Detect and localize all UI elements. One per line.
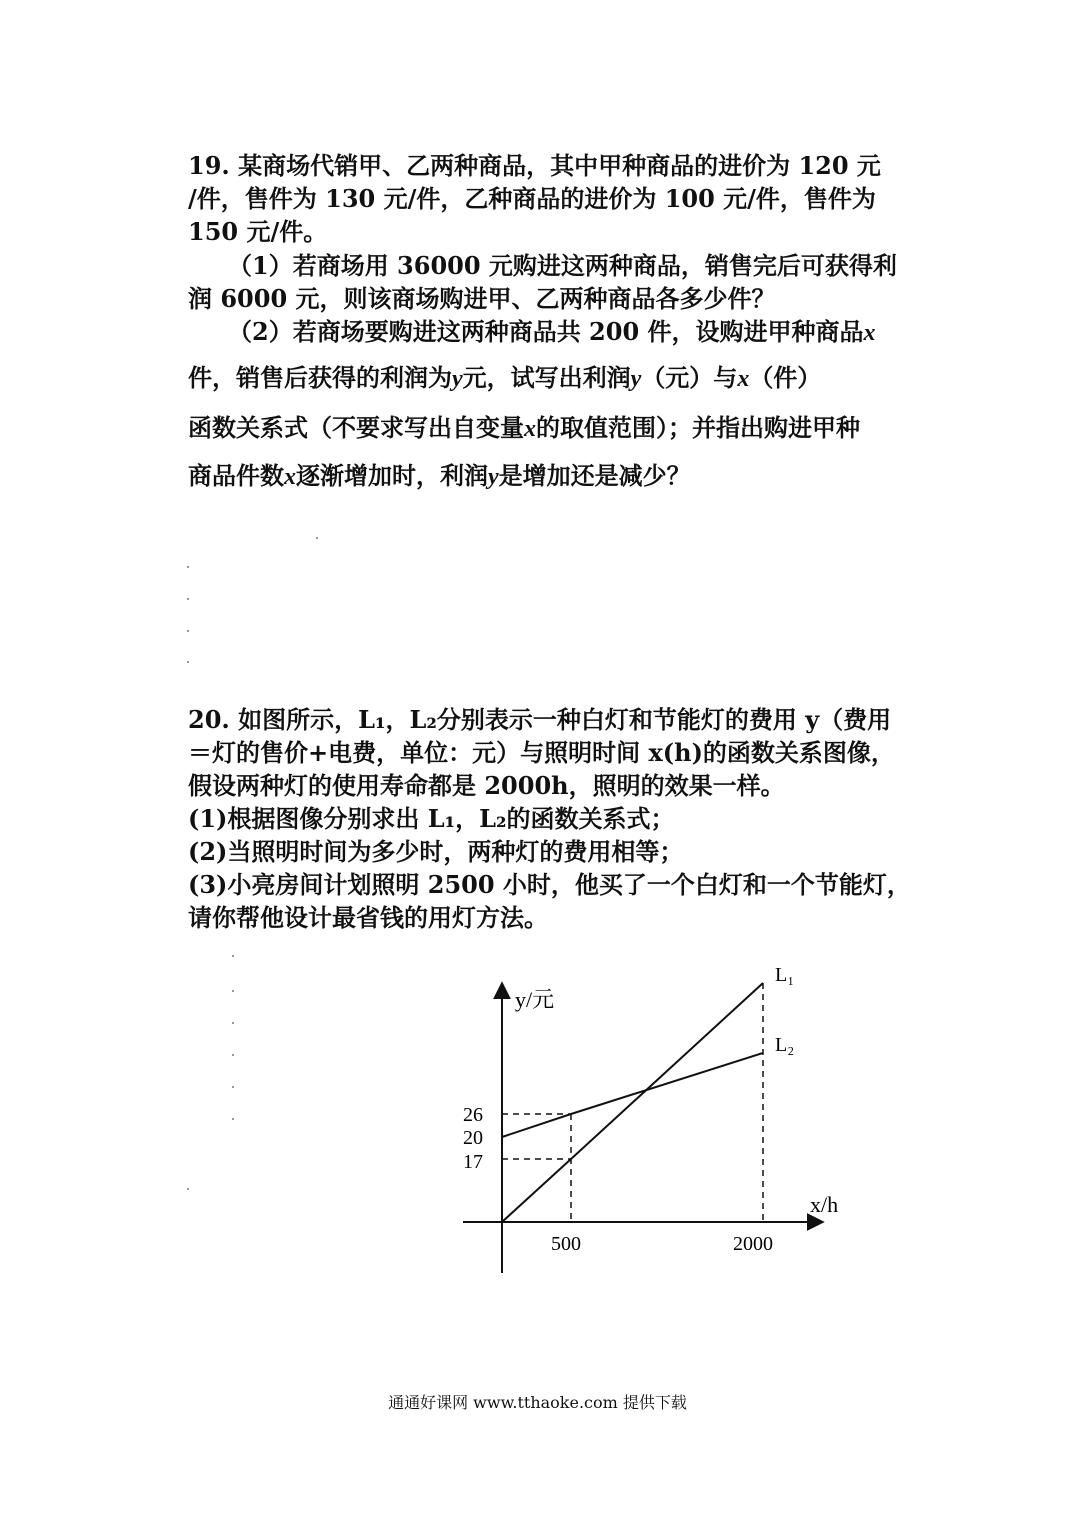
scan-speck [232,1022,234,1024]
scan-speck [232,1054,234,1056]
series-label-L1: L₁ [775,964,795,986]
x-tick-label-2000: 2000 [733,1233,773,1255]
scan-speck [232,1118,234,1120]
series-label-L2: L₂ [775,1034,795,1056]
y-tick-label-17: 17 [463,1151,483,1173]
y-tick-label-26: 26 [463,1104,483,1126]
var-x: x [737,366,750,392]
y-axis-label: y/元 [515,987,555,1012]
y-tick-label-20: 20 [463,1127,483,1149]
q19-part2-line-2 [188,362,821,395]
x-tick-label-500: 500 [551,1233,581,1255]
q20-part2: (2)当照明时间为多少时，两种灯的费用相等； [188,837,684,866]
scan-speck [187,598,189,600]
series-line-L1 [502,983,763,1222]
q19-text: 商品件数 [188,461,284,490]
var-x: x [524,416,536,442]
series-line-L2 [502,1053,763,1137]
q19-part2-line-3 [188,412,860,445]
scan-speck [232,1086,234,1088]
q20-line-1: 20. 如图所示，L₁，L₂分别表示一种白灯和节能灯的费用 y（费用 [188,705,892,734]
tick-labels [463,1104,773,1255]
q19-part1-line-1: （1）若商场用 36000 元购进这两种商品，销售完后可获得利 [228,251,897,280]
var-x: x [284,464,296,490]
q20-part3: (3)小亮房间计划照明 2500 小时，他买了一个白灯和一个节能灯， [188,870,911,899]
q19-line-1: 19. 某商场代销甲、乙两种商品，其中甲种商品的进价为 120 元 [188,151,881,180]
footer: 通通好课网 www.tthaoke.com 提供下载 [388,1393,687,1412]
q20-line-3: 假设两种灯的使用寿命都是 2000h，照明的效果一样。 [188,771,785,800]
q20-part1: (1)根据图像分别求出 L₁，L₂的函数关系式； [188,804,675,833]
q19-text: 是增加还是减少？ [498,461,691,490]
scan-speck [187,661,189,663]
scan-speck [187,630,189,632]
var-y: y [630,366,642,392]
var-y: y [452,366,463,392]
q19-part2-line-4 [188,460,691,493]
var-y: y [488,464,499,490]
cost-graph [455,955,855,1285]
scan-speck [187,566,189,568]
q19-text: （元）与 [641,363,738,392]
scan-speck [232,990,234,992]
q19-part2-text: （2）若商场要购进这两种商品共 200 件，设购进甲种商品 [228,317,864,346]
scan-speck [187,1188,189,1190]
q19-line-2: /件，售件为 130 元/件，乙种商品的进价为 100 元/件，售件为 [188,184,876,213]
q19-part2-line-1 [228,316,876,349]
q19-text: 件，销售后获得的利润为 [188,363,452,392]
q19-text: 元，试写出利润 [462,363,631,392]
q19-text: 函数关系式（不要求写出自变量 [188,413,524,442]
q19-line-3: 150 元/件。 [188,217,328,246]
q20-part4: 请你帮他设计最省钱的用灯方法。 [188,903,548,932]
scan-speck [316,537,318,539]
q19-text: 的取值范围）；并指出购进甲种 [536,413,860,442]
var-x: x [863,320,876,346]
q20-line-2: ＝灯的售价+电费，单位：元）与照明时间 x(h)的函数关系图像， [188,738,895,767]
x-axis-label: x/h [810,1192,839,1217]
q19-part1-line-2: 润 6000 元，则该商场购进甲、乙两种商品各多少件？ [188,284,776,313]
q19-text: （件） [749,363,822,392]
scan-speck [232,955,234,957]
q19-text: 逐渐增加时，利润 [296,461,488,490]
